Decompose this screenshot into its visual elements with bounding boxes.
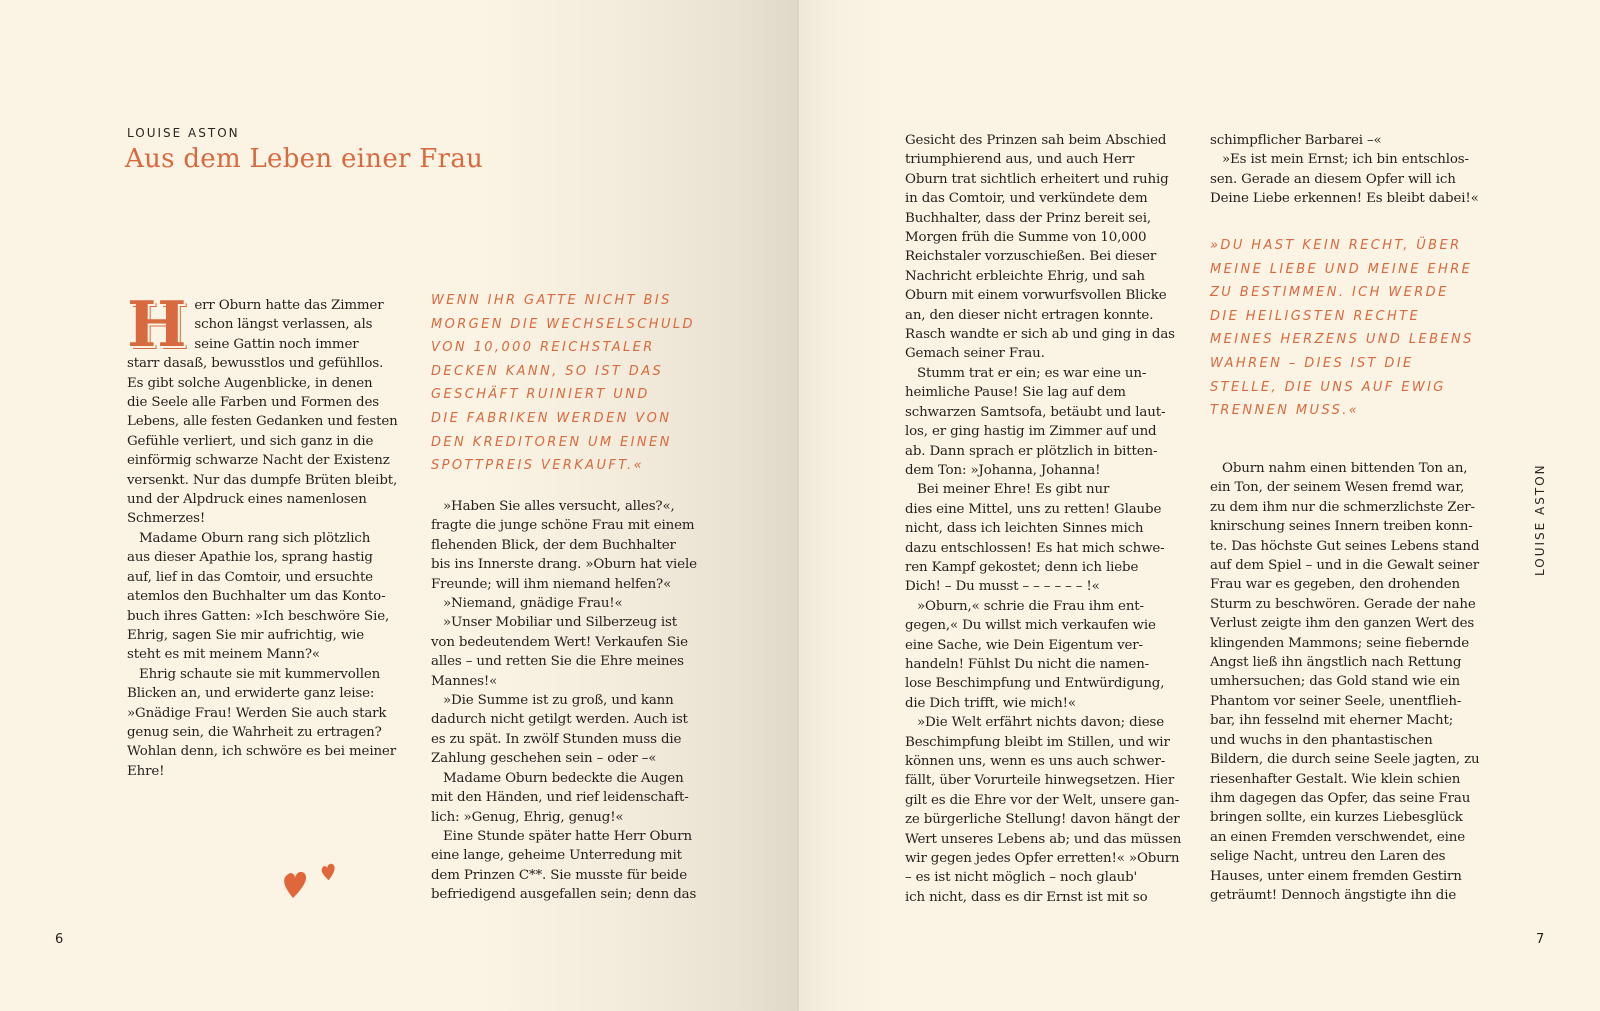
text-line: flehenden Blick, der dem Buchhalter bbox=[431, 537, 676, 553]
text-line: ze bürgerliche Stellung! davon hängt der bbox=[905, 812, 1180, 828]
text-line: Sturm zu beschwören. Gerade der nahe bbox=[1210, 596, 1476, 612]
pull-quote-line: WAHREN – DIES IST DIE bbox=[1210, 355, 1414, 371]
text-line: klingenden Mammons; seine fiebernde bbox=[1210, 635, 1470, 651]
text-line: triumphierend aus, und auch Herr bbox=[905, 152, 1135, 168]
text-line: Buchhalter, dass der Prinz bereit sei, bbox=[905, 210, 1151, 226]
text-line: Stumm trat er ein; es war eine un- bbox=[917, 365, 1147, 381]
text-line: riesenhafter Gestalt. Wie klein schien bbox=[1210, 771, 1461, 787]
text-line: mit den Händen, und rief leidenschaft- bbox=[431, 790, 689, 806]
author-name: LOUISE ASTON bbox=[127, 126, 240, 140]
pull-quote-line: TRENNEN MUSS.« bbox=[1210, 403, 1360, 419]
text-line: ihm dagegen das Opfer, das seine Frau bbox=[1210, 790, 1471, 806]
text-line: te. Das höchste Gut seines Lebens stand bbox=[1210, 538, 1480, 554]
text-line: bringen sollte, ein kurzes Liebesglück bbox=[1210, 810, 1463, 826]
text-line: genug sein, die Wahrheit zu ertragen? bbox=[127, 724, 382, 740]
text-line: fällt, über Vorurteile hinwegsetzen. Hier bbox=[905, 773, 1175, 789]
drop-cap: H bbox=[127, 287, 187, 361]
text-line: buch ihres Gatten: »Ich beschwöre Sie, bbox=[127, 608, 390, 624]
pull-quote-line: DEN KREDITOREN UM EINEN bbox=[431, 434, 672, 450]
pull-quote-line: SPOTTPREIS VERKAUFT.« bbox=[431, 458, 645, 474]
text-line: auf dem Spiel – und in die Gewalt seiner bbox=[1210, 558, 1480, 574]
text-line: ren Kampf gekostet; denn ich liebe bbox=[905, 559, 1139, 575]
text-line: Dich! – Du musst – – – – – – !« bbox=[905, 579, 1100, 595]
text-line: Beschimpfung bleibt im Stillen, und wir bbox=[905, 734, 1170, 750]
pull-quote-line: DECKEN KANN, SO IST DAS bbox=[431, 363, 664, 379]
text-line: befriedigend ausgefallen sein; denn das bbox=[431, 887, 697, 903]
text-line: los, er ging hastig im Zimmer auf und bbox=[905, 424, 1157, 440]
text-line: und der Alpdruck eines namenlosen bbox=[127, 492, 367, 508]
pull-quote-line: MEINES HERZENS UND LEBENS bbox=[1210, 332, 1474, 348]
text-line: an, den dieser nicht ertragen konnte. bbox=[905, 307, 1154, 323]
text-line: Gesicht des Prinzen sah beim Abschied bbox=[905, 133, 1167, 148]
text-line: Zahlung geschehen sein – oder –« bbox=[431, 751, 657, 767]
pull-quote-line: »DU HAST KEIN RECHT, ÜBER bbox=[1210, 238, 1462, 253]
text-line: nicht, dass ich leichten Sinnes mich bbox=[905, 521, 1144, 537]
text-line: »Unser Mobiliar und Silberzeug ist bbox=[443, 615, 677, 631]
text-column-1 bbox=[127, 287, 398, 781]
text-line: Gemach seiner Frau. bbox=[905, 346, 1045, 362]
text-line: schon längst verlassen, als bbox=[194, 317, 373, 333]
page-number-left: 6 bbox=[55, 932, 64, 947]
text-line: selige Nacht, untreu den Laren des bbox=[1210, 849, 1446, 865]
pull-quote-line: DIE HEILIGSTEN RECHTE bbox=[1210, 308, 1421, 324]
text-line: Gefühle verliert, und sich ganz in die bbox=[127, 433, 374, 449]
text-line: Reichstaler vorzuschießen. Bei dieser bbox=[905, 249, 1157, 265]
text-line: lich: »Genug, Ehrig, genug!« bbox=[431, 809, 624, 825]
text-line: bis ins Innerste drang. »Oburn hat viele bbox=[431, 557, 697, 573]
pull-quote-line: GESCHÄFT RUINIERT UND bbox=[431, 387, 650, 403]
text-line: Phantom vor seiner Seele, unentflieh- bbox=[1210, 693, 1462, 709]
text-line: Freunde; will ihm niemand helfen?« bbox=[431, 576, 672, 592]
text-line: atemlos den Buchhalter um das Konto- bbox=[127, 589, 386, 605]
hearts-icon bbox=[283, 860, 343, 900]
text-line: Verlust zeigte ihm den ganzen Wert des bbox=[1210, 616, 1475, 632]
pull-quote-right bbox=[1210, 234, 1474, 423]
text-line: heimliche Pause! Sie lag auf dem bbox=[905, 385, 1126, 401]
text-line: die Seele alle Farben und Formen des bbox=[127, 395, 379, 411]
text-line: gilt es die Ehre vor der Welt, unsere gan- bbox=[905, 792, 1180, 808]
text-line: seine Gattin noch immer bbox=[194, 336, 359, 352]
text-line: Nachricht erbleichte Ehrig, und sah bbox=[905, 268, 1145, 284]
text-line: geträumt! Dennoch ängstigte ihn die bbox=[1210, 887, 1457, 903]
text-line: handeln! Fühlst Du nicht die namen- bbox=[905, 656, 1150, 672]
pull-quote-line: ZU BESTIMMEN. ICH WERDE bbox=[1210, 285, 1449, 301]
text-line: lose Beschimpfung und Entwürdigung, bbox=[905, 676, 1165, 692]
text-line: »Haben Sie alles versucht, alles?«, bbox=[443, 499, 675, 514]
pull-quote-line: DIE FABRIKEN WERDEN VON bbox=[431, 410, 672, 426]
text-line: – es ist nicht möglich – noch glaub' bbox=[905, 870, 1138, 886]
text-line: aus dieser Apathie los, sprang hastig bbox=[127, 550, 373, 566]
text-line: die Dich trifft, wie mich!« bbox=[905, 695, 1076, 711]
text-line: fragte die junge schöne Frau mit einem bbox=[431, 518, 695, 534]
text-line: Madame Oburn bedeckte die Augen bbox=[443, 770, 684, 786]
text-line: Rasch wandte er sich ab und ging in das bbox=[905, 327, 1175, 343]
text-line: versenkt. Nur das dumpfe Brüten bleibt, bbox=[127, 472, 398, 488]
text-line: können uns, wenn es uns auch schwer- bbox=[905, 754, 1166, 769]
pull-quote-line: STELLE, DIE UNS AUF EWIG bbox=[1210, 379, 1446, 395]
pull-quote-line: VON 10,000 REICHSTALER bbox=[431, 340, 655, 356]
heart-large bbox=[284, 872, 306, 898]
pull-quote-left bbox=[431, 289, 695, 478]
text-line: gegen,« Du willst mich verkaufen wie bbox=[905, 618, 1156, 634]
page-number-right: 7 bbox=[1536, 932, 1545, 947]
text-column-4 bbox=[1210, 131, 1479, 209]
text-line: Lebens, alle festen Gedanken und festen bbox=[127, 414, 398, 430]
pull-quote-line: WENN IHR GATTE NICHT BIS bbox=[431, 293, 672, 308]
text-line: schwarzen Samtsofa, betäubt und laut- bbox=[905, 404, 1166, 420]
text-line: Ehrig, sagen Sie mir aufrichtig, wie bbox=[127, 627, 365, 643]
text-line: alles – und retten Sie die Ehre meines bbox=[431, 654, 684, 670]
text-line: »Gnädige Frau! Werden Sie auch stark bbox=[127, 705, 387, 721]
text-line: Wohlan denn, ich schwöre es bei meiner bbox=[127, 744, 396, 760]
text-line: Deine Liebe erkennen! Es bleibt dabei!« bbox=[1210, 191, 1479, 207]
text-line: sen. Gerade an diesem Opfer will ich bbox=[1210, 171, 1456, 187]
text-line: an einen Fremden verschwendet, eine bbox=[1210, 829, 1465, 845]
text-line: err Oburn hatte das Zimmer bbox=[194, 298, 384, 313]
text-line: »Die Welt erfährt nichts davon; diese bbox=[917, 715, 1164, 731]
text-line: dem Prinzen C**. Sie musste für beide bbox=[431, 867, 688, 883]
text-column-4-continued bbox=[1210, 459, 1480, 905]
text-column-2 bbox=[431, 497, 697, 905]
text-line: Schmerzes! bbox=[127, 511, 206, 527]
pull-quote-line: MEINE LIEBE UND MEINE EHRE bbox=[1210, 261, 1473, 277]
text-line: dazu entschlossen! Es hat mich schwe- bbox=[905, 540, 1165, 556]
heart-small bbox=[321, 863, 337, 881]
text-line: knirschung seines Innern treiben konn- bbox=[1210, 519, 1473, 535]
text-line: bar, ihn fesselnd mit eherner Macht; bbox=[1210, 713, 1454, 729]
text-line: ab. Dann sprach er plötzlich in bitten- bbox=[905, 443, 1158, 459]
text-line: Wert unseres Lebens ab; und das müssen bbox=[905, 831, 1182, 847]
text-line: wir gegen jedes Opfer erretten!« »Oburn bbox=[905, 851, 1180, 867]
text-line: Bildern, die durch seine Seele jagten, zu bbox=[1210, 752, 1480, 768]
text-line: von bedeutendem Wert! Verkaufen Sie bbox=[431, 634, 688, 650]
pull-quote-line: MORGEN DIE WECHSELSCHULD bbox=[431, 316, 695, 332]
page-title: Aus dem Leben einer Frau bbox=[125, 144, 484, 174]
text-line: Angst ließ ihn ängstlich nach Rettung bbox=[1210, 655, 1462, 671]
text-line: starr dasaß, bewusstlos und gefühllos. bbox=[127, 356, 384, 372]
text-line: umhersuchen; das Gold stand wie ein bbox=[1210, 674, 1460, 690]
text-line: »Oburn,« schrie die Frau ihm ent- bbox=[917, 598, 1144, 614]
text-line: »Die Summe ist zu groß, und kann bbox=[443, 693, 674, 709]
text-line: Oburn trat sichtlich erheitert und ruhig bbox=[905, 171, 1169, 187]
text-line: ein Ton, der seinem Wesen fremd war, bbox=[1210, 480, 1465, 496]
text-line: Mannes!« bbox=[431, 673, 498, 689]
left-page bbox=[0, 0, 799, 1011]
text-line: Madame Oburn rang sich plötzlich bbox=[139, 530, 371, 546]
text-line: eine Sache, wie Dein Eigentum ver- bbox=[905, 637, 1143, 653]
text-line: und wuchs in den phantastischen bbox=[1210, 732, 1433, 748]
text-line: einförmig schwarze Nacht der Existenz bbox=[127, 453, 390, 469]
text-line: Blicken an, und erwiderte ganz leise: bbox=[127, 686, 375, 702]
text-line: dies eine Mittel, uns zu retten! Glaube bbox=[905, 501, 1162, 517]
text-line: Oburn nahm einen bittenden Ton an, bbox=[1222, 461, 1468, 476]
text-line: »Es ist mein Ernst; ich bin entschlos- bbox=[1222, 152, 1469, 168]
text-line: schimpflicher Barbarei –« bbox=[1210, 133, 1382, 148]
text-line: steht es mit meinem Mann?« bbox=[127, 647, 320, 663]
text-line: Ehre! bbox=[127, 763, 165, 779]
text-line: Eine Stunde später hatte Herr Oburn bbox=[443, 828, 692, 844]
text-line: Oburn mit einem vorwurfsvollen Blicke bbox=[905, 288, 1167, 304]
text-line: dem Ton: »Johanna, Johanna! bbox=[905, 462, 1101, 478]
text-line: Hauses, unter einem fremden Gestirn bbox=[1210, 868, 1462, 884]
text-line: Frau war es gegeben, den drohenden bbox=[1210, 577, 1460, 593]
text-line: »Niemand, gnädige Frau!« bbox=[443, 596, 623, 612]
text-line: in das Comtoir, und verkündete dem bbox=[905, 191, 1148, 207]
text-line: Es gibt solche Augenblicke, in denen bbox=[127, 375, 373, 391]
text-line: Morgen früh die Summe von 10,000 bbox=[905, 230, 1147, 246]
running-head-vertical: LOUISE ASTON bbox=[1533, 463, 1547, 576]
text-line: dadurch nicht getilgt werden. Auch ist bbox=[431, 712, 688, 728]
column-1-lines bbox=[127, 287, 398, 781]
text-line: Ehrig schaute sie mit kummervollen bbox=[139, 666, 381, 682]
text-column-3 bbox=[905, 131, 1182, 907]
text-line: zu dem ihm nur die schmerzlichste Zer- bbox=[1210, 499, 1475, 515]
text-line: es zu spät. In zwölf Stunden muss die bbox=[431, 731, 682, 747]
text-line: Bei meiner Ehre! Es gibt nur bbox=[917, 482, 1110, 498]
text-line: auf, lief in das Comtoir, und ersuchte bbox=[127, 569, 373, 585]
text-line: ich nicht, dass es dir Ernst ist mit so bbox=[905, 889, 1148, 905]
text-line: eine lange, geheime Unterredung mit bbox=[431, 848, 682, 864]
